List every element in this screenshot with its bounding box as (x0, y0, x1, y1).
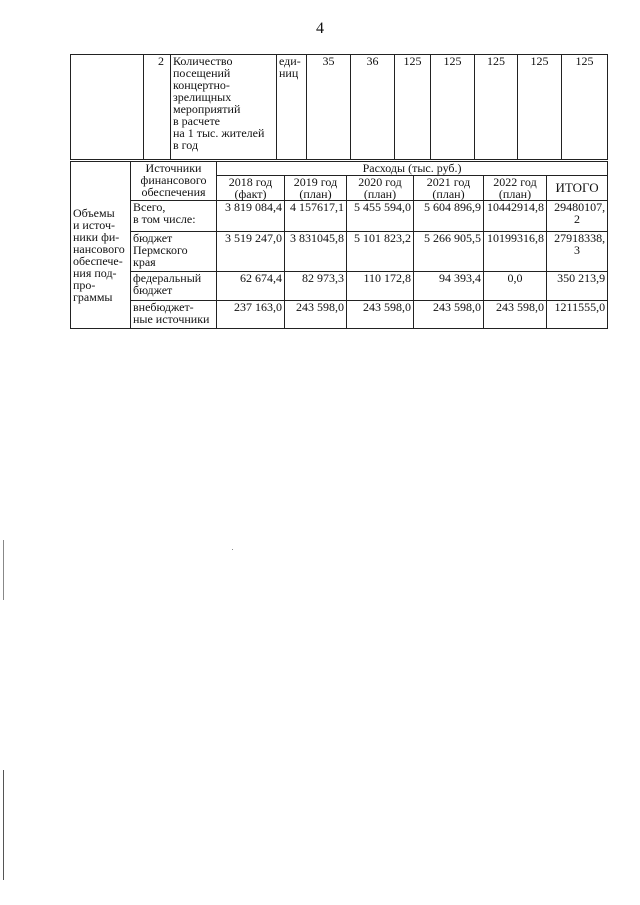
finance-table (70, 161, 608, 329)
year-header: 2019 год (план) (285, 176, 347, 201)
indicator-value: 125 (475, 55, 518, 160)
finance-section-label: Объемы и источ- ники фи- нансового обеспече- ния под- про- граммы (71, 162, 131, 329)
amount-cell: 5 266 905,5 (414, 232, 484, 272)
total-cell: 27918338, 3 (547, 232, 608, 272)
year-header: 2022 год (план) (484, 176, 547, 201)
total-cell: 1211555,0 (547, 301, 608, 329)
amount-cell: 62 674,4 (217, 272, 285, 301)
scan-edge-mark (3, 770, 4, 880)
amount-cell: 243 598,0 (414, 301, 484, 329)
amount-cell: 10199316,8 (484, 232, 547, 272)
total-cell: 350 213,9 (547, 272, 608, 301)
amount-cell: 82 973,3 (285, 272, 347, 301)
amount-cell: 3 819 084,4 (217, 201, 285, 232)
amount-cell: 243 598,0 (347, 301, 414, 329)
finance-row-extrabudget (71, 301, 608, 329)
indicator-value: 125 (431, 55, 475, 160)
amount-cell: 237 163,0 (217, 301, 285, 329)
sources-header: Источники финансового обеспечения (131, 162, 217, 201)
amount-cell: 94 393,4 (414, 272, 484, 301)
amount-cell: 4 157617,1 (285, 201, 347, 232)
indicator-row (71, 55, 608, 160)
year-header: 2020 год (план) (347, 176, 414, 201)
indicator-value: 125 (518, 55, 562, 160)
amount-cell: 5 101 823,2 (347, 232, 414, 272)
finance-row-regional (71, 232, 608, 272)
indicator-value: 125 (395, 55, 431, 160)
year-header: 2018 год (факт) (217, 176, 285, 201)
total-header: ИТОГО (547, 176, 608, 201)
indicator-name: Количество посещений концертно- зрелищных мероприятий в расчете на 1 тыс. жителей в год (171, 55, 277, 160)
finance-header-row (71, 162, 608, 176)
amount-cell: 5 604 896,9 (414, 201, 484, 232)
indicator-table (70, 54, 608, 160)
source-label: внебюджет- ные источники (131, 301, 217, 329)
amount-cell: 3 519 247,0 (217, 232, 285, 272)
finance-row-total (71, 201, 608, 232)
source-label: Всего, в том числе: (131, 201, 217, 232)
amount-cell: 243 598,0 (285, 301, 347, 329)
amount-cell: 3 831045,8 (285, 232, 347, 272)
scan-edge-mark (3, 540, 4, 600)
expenses-header: Расходы (тыс. руб.) (217, 162, 608, 176)
indicator-number: 2 (144, 55, 171, 160)
finance-row-federal (71, 272, 608, 301)
indicator-value: 125 (562, 55, 608, 160)
amount-cell: 110 172,8 (347, 272, 414, 301)
indicator-value: 35 (307, 55, 351, 160)
total-cell: 29480107, 2 (547, 201, 608, 232)
empty-cell (71, 55, 144, 160)
indicator-unit: еди- ниц (277, 55, 307, 160)
source-label: бюджет Пермского края (131, 232, 217, 272)
page-number: 4 (316, 20, 324, 37)
amount-cell: 0,0 (484, 272, 547, 301)
scan-speck (232, 549, 233, 550)
year-header: 2021 год (план) (414, 176, 484, 201)
amount-cell: 5 455 594,0 (347, 201, 414, 232)
amount-cell: 243 598,0 (484, 301, 547, 329)
source-label: федеральный бюджет (131, 272, 217, 301)
indicator-value: 36 (351, 55, 395, 160)
amount-cell: 10442914,8 (484, 201, 547, 232)
